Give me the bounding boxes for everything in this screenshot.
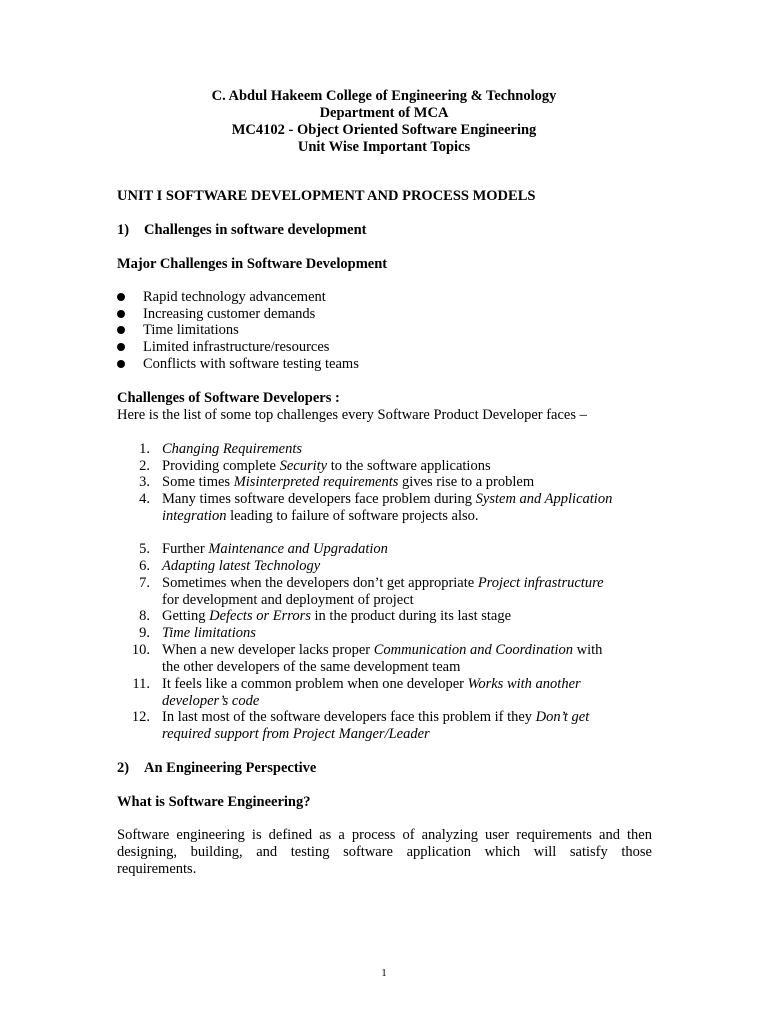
list-number: 12. — [131, 709, 150, 725]
developer-challenges-intro: Here is the list of some top challenges every Software Product Developer faces – — [117, 407, 587, 423]
list-item: Time limitations — [162, 625, 256, 641]
list-number: 9. — [139, 625, 150, 641]
bullet-dot — [117, 326, 125, 334]
list-number: 3. — [139, 474, 150, 490]
list-number: 11. — [132, 676, 150, 692]
list-number: 1. — [139, 441, 150, 457]
bullet-dot — [117, 360, 125, 368]
college-name: C. Abdul Hakeem College of Engineering & Technology — [211, 88, 557, 104]
list-item: Some times Misinterpreted requirements gives rise to a problem — [162, 474, 535, 490]
section2-number: 2) — [117, 760, 130, 776]
list-number: 10. — [131, 642, 150, 658]
software-engineering-question: What is Software Engineering? — [117, 794, 311, 810]
page-number: 1 — [381, 967, 387, 979]
list-item: Changing Requirements — [162, 441, 303, 457]
unit-title: UNIT I SOFTWARE DEVELOPMENT AND PROCESS MODELS — [117, 188, 536, 204]
list-item: Providing complete Security to the software applications — [162, 458, 491, 474]
list-item-continuation: developer’s code — [162, 693, 260, 709]
document-subtitle: Unit Wise Important Topics — [297, 139, 471, 155]
major-challenges-heading: Major Challenges in Software Development — [117, 256, 388, 272]
definition-line: designing, building, and testing software application which will satisfy those — [117, 844, 652, 860]
definition-line: Software engineering is defined as a process of analyzing user requirements and then — [117, 827, 652, 843]
bullet-item: Increasing customer demands — [143, 306, 316, 322]
definition-line: requirements. — [117, 861, 197, 877]
list-item-continuation: integration leading to failure of software projects also. — [162, 508, 479, 524]
bullet-item: Conflicts with software testing teams — [143, 356, 359, 372]
section1-number: 1) — [117, 222, 130, 238]
bullet-dot — [117, 310, 125, 318]
list-number: 7. — [139, 575, 150, 591]
list-item: It feels like a common problem when one developer Works with another — [162, 676, 581, 692]
developer-challenges-heading: Challenges of Software Developers : — [117, 390, 340, 406]
list-item-continuation: required support from Project Manger/Leader — [162, 726, 430, 742]
list-number: 2. — [139, 458, 150, 474]
list-item-continuation: for development and deployment of project — [162, 592, 414, 608]
list-number: 8. — [139, 608, 150, 624]
list-item: Sometimes when the developers don’t get appropriate Project infrastructure — [162, 575, 604, 591]
list-number: 4. — [139, 491, 150, 507]
bullet-dot — [117, 343, 125, 351]
bullet-item: Limited infrastructure/resources — [143, 339, 330, 355]
section1-title: Challenges in software development — [144, 222, 367, 238]
course-title: MC4102 - Object Oriented Software Engineering — [231, 122, 537, 138]
department-name: Department of MCA — [319, 105, 449, 121]
bullet-dot — [117, 293, 125, 301]
list-item: Many times software developers face problem during System and Application — [162, 491, 613, 507]
list-item: Adapting latest Technology — [162, 558, 321, 574]
list-number: 5. — [139, 541, 150, 557]
bullet-item: Rapid technology advancement — [143, 289, 326, 305]
list-number: 6. — [139, 558, 150, 574]
list-item: Further Maintenance and Upgradation — [162, 541, 388, 557]
list-item: When a new developer lacks proper Communication and Coordination with — [162, 642, 603, 658]
list-item-continuation: the other developers of the same development team — [162, 659, 461, 675]
section2-title: An Engineering Perspective — [144, 760, 317, 776]
list-item: In last most of the software developers face this problem if they Don’t get — [162, 709, 590, 725]
bullet-item: Time limitations — [143, 322, 239, 338]
list-item: Getting Defects or Errors in the product during its last stage — [162, 608, 512, 624]
